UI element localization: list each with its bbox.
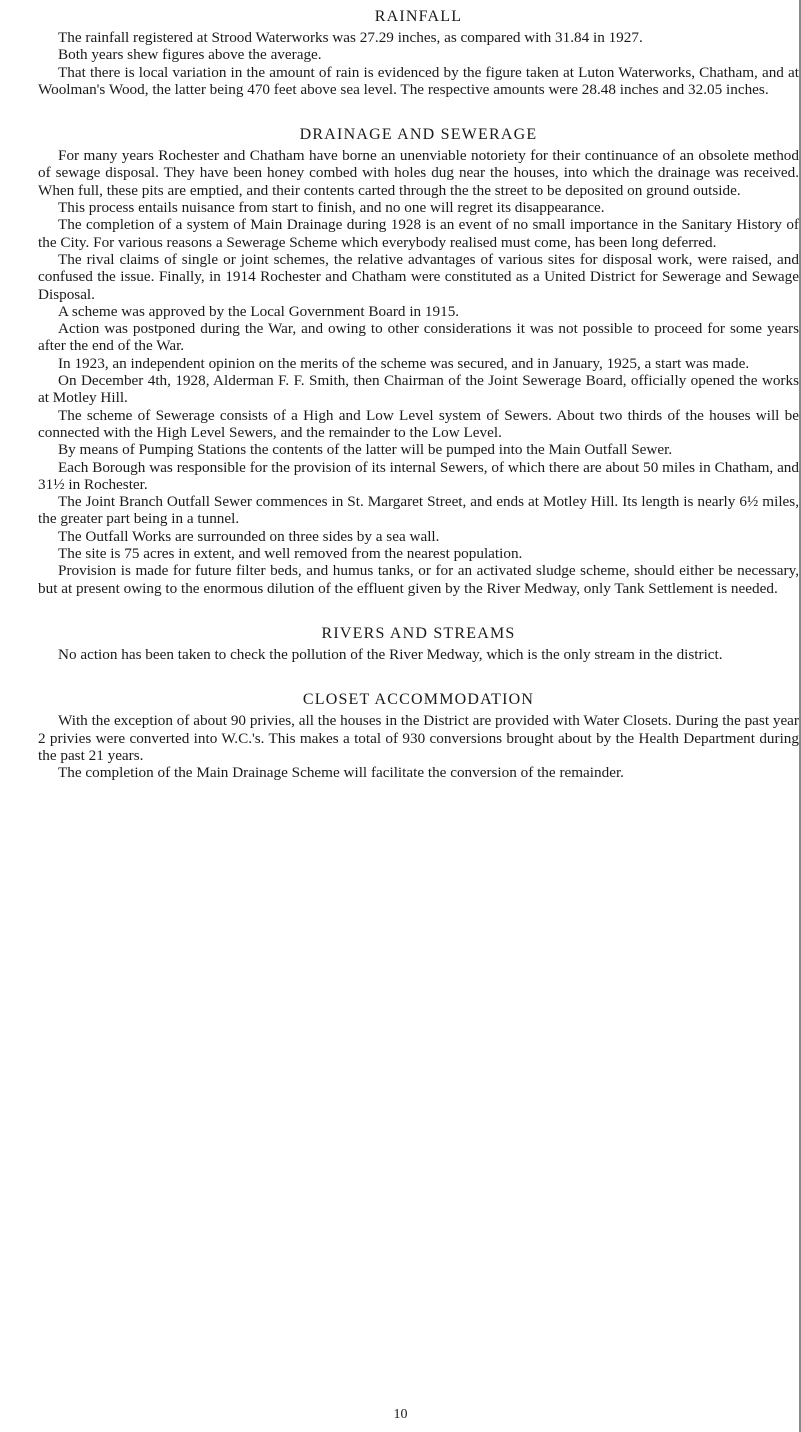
closet-paragraph-2: The completion of the Main Drainage Scheme will facilitate the conversion of the remainder. xyxy=(58,764,624,782)
rivers-paragraph-1: No action has been taken to check the pollution of the River Medway, which is the only stream in the district. xyxy=(58,645,723,663)
drainage-paragraph-4: The rival claims of single or joint schemes, the relative advantages of various sites for disposal work, were raised, and confused the issue. Finally, in 1914 Rochester and Chatham were constituted as a United District for Sewerage and Sewage Disposal. xyxy=(38,250,799,303)
drainage-paragraph-9: The scheme of Sewerage consists of a High and Low Level system of Sewers. About two thirds of the houses will be connected with the High Level Sewers, and the remainder to the Low Level. xyxy=(38,406,799,441)
drainage-paragraph-7: In 1923, an independent opinion on the merits of the scheme was secured, and in January, 1925, a start was made. xyxy=(58,354,750,372)
drainage-paragraph-5: A scheme was approved by the Local Government Board in 1915. xyxy=(58,302,460,320)
drainage-paragraph-12: The Joint Branch Outfall Sewer commences in St. Margaret Street, and ends at Motley Hill. Its length is nearly 6½ miles, the greater part being in a tunnel. xyxy=(38,493,799,528)
drainage-paragraph-10: By means of Pumping Stations the contents of the latter will be pumped into the Main Outfall Sewer. xyxy=(58,441,673,459)
drainage-paragraph-3: The completion of a system of Main Drainage during 1928 is an event of no small importance in the Sanitary History of the City. For various reasons a Sewerage Scheme which everybody realised must come, has been long deferred. xyxy=(38,216,799,251)
drainage-heading: DRAINAGE AND SEWERAGE xyxy=(299,126,538,144)
rainfall-heading: RAINFALL xyxy=(374,8,463,25)
drainage-paragraph-8: On December 4th, 1928, Alderman F. F. Smith, then Chairman of the Joint Sewerage Board, officially opened the works at Motley Hill. xyxy=(38,372,799,407)
drainage-paragraph-14: The site is 75 acres in extent, and well removed from the nearest population. xyxy=(58,545,523,563)
drainage-paragraph-15: Provision is made for future filter beds, and humus tanks, or for an activated sludge scheme, should either be necessary, but at present owing to the enormous dilution of the effluent given by the River Medway, only Tank Settlement is needed. xyxy=(38,562,799,597)
rainfall-paragraph-2: Both years shew figures above the average. xyxy=(58,46,322,64)
drainage-paragraph-2: This process entails nuisance from start to finish, and no one will regret its disappearance. xyxy=(58,199,605,217)
drainage-paragraph-11: Each Borough was responsible for the provision of its internal Sewers, of which there are about 50 miles in Chatham, and 31½ in Rochester. xyxy=(38,458,799,493)
drainage-paragraph-1: For many years Rochester and Chatham have borne an unenviable notoriety for their continuance of an obsolete method of sewage disposal. They have been honey combed with holes dug near the houses, into which the drainage was received. When full, these pits are emptied, and their contents carted through the the street to be deposited on ground outside. xyxy=(38,147,799,199)
rivers-heading: RIVERS AND STREAMS xyxy=(321,624,516,642)
closet-paragraph-1: With the exception of about 90 privies, all the houses in the District are provided with Water Closets. During the past year 2 privies were converted into W.C.'s. This makes a total of 930 conversions brought about by the Health Department during the past 21 years. xyxy=(38,712,799,764)
drainage-paragraph-13: The Outfall Works are surrounded on three sides by a sea wall. xyxy=(58,527,440,545)
rainfall-paragraph-1: The rainfall registered at Strood Waterworks was 27.29 inches, as compared with 31.84 in 1927. xyxy=(58,29,643,46)
rainfall-paragraph-3: That there is local variation in the amount of rain is evidenced by the figure taken at Luton Waterworks, Chatham, and at Woolman's Wood, the latter being 470 feet above sea level. The respective amounts were 28.48 inches and 32.05 inches. xyxy=(38,63,799,98)
closet-heading: CLOSET ACCOMMODATION xyxy=(302,691,535,709)
page-number: 10 xyxy=(393,1407,408,1422)
drainage-paragraph-6: Action was postponed during the War, and owing to other considerations it was not possible to proceed for some years after the end of the War. xyxy=(38,320,799,355)
